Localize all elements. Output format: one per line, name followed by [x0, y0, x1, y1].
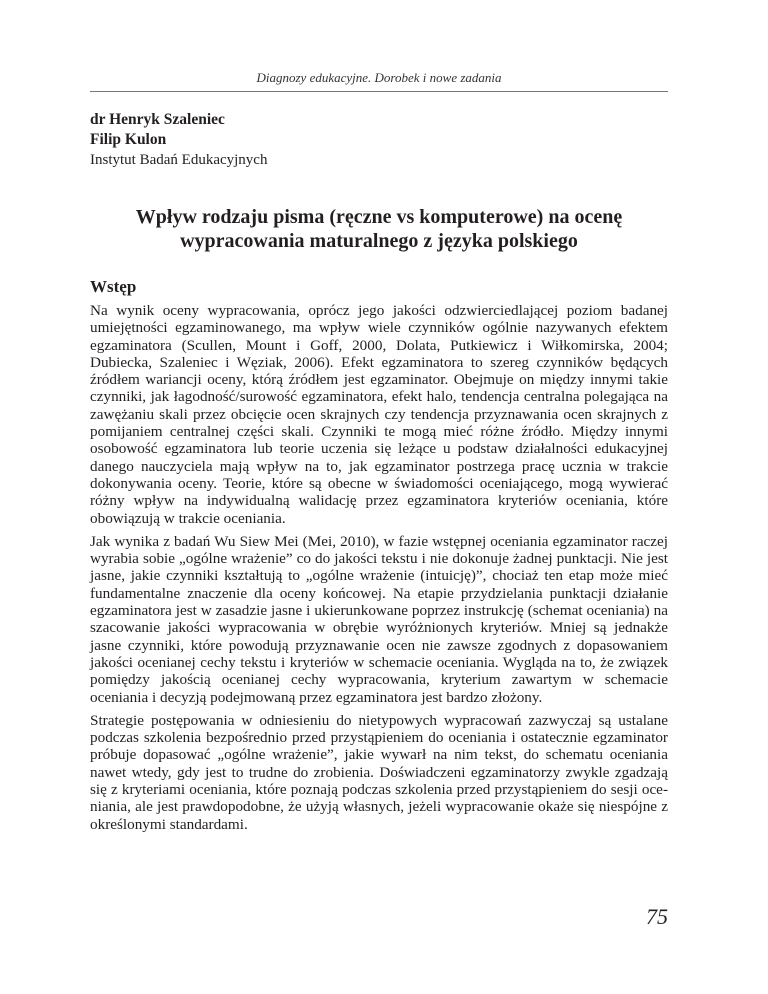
author-affiliation: Instytut Badań Edukacyjnych: [90, 152, 268, 168]
paragraph: Strategie postępowania w odniesieniu do nietypowych wypracowań zazwyczaj są ustalane podczas szkolenia bezpośrednio przed przystąpieniem do oceniania i ostatecznie egzaminator próbuje dopasować „ogólne wrażenie”, jakie wywarł na nim tekst, do schematu oceniania nawet wtedy, gdy jest to trudne do zrobienia. Doświadczeni egzaminatorzy zwykle zgadzają się z kryteriami oceniania, które poznają podczas szkolenia przed przystąpieniem do sesji oceniania, ale jest prawdopodobne, że użyją własnych, jeżeli wypracowanie okaże się niespójne z określonymi standardami.: [90, 711, 668, 833]
page-number: 75: [646, 904, 668, 929]
paragraph: Na wynik oceny wypracowania, oprócz jego jakości odzwierciedlającej poziom badanej umiejętności egzaminowanego, ma wpływ wiele czynników ogólnie nazywanych efektem egzaminatora (Scullen, Mount i Goff, 2000, Dolata, Putkiewicz i Wiłkomirska, 2004; Dubiecka, Szaleniec i Węziak, 2006). Efekt egzaminatora to szereg czynników będących źródłem wariancji oceny, którą źródłem jest egzaminator. Obejmuje on między innymi takie czynniki, jak łagodność/surowość egzaminatora, efekt halo, tendencja centralna polegająca na zawężaniu skali przez obcięcie ocen skrajnych czy tendencja przyznawania ocen skrajnych z pomijaniem centralnej części skali. Czynniki te mogą mieć różne źródło. Między innymi osobowość egzaminatora lub teorie uczenia się leżące u podstaw działalności edukacyjnej danego nauczyciela mają wpływ na to, jak egzaminator postrzega pracę ucznia w trakcie dokonywania oceny. Teorie, które są obecne w świadomości oceniającego, mogą wywierać różny wpływ na indywidualną walidację przez egzaminatora kryteriów oceniania, które obowiązują w trakcie oceniania.: [90, 302, 668, 527]
section-heading: Wstęp: [90, 277, 137, 296]
paragraph: Jak wynika z badań Wu Siew Mei (Mei, 2010), w fazie wstępnej oceniania egzaminator raczej wyrabia sobie „ogólne wrażenie” co do jakości tekstu i nie dokonuje żadnej punktacji. Nie jest jasne, jakie czynniki kształtują to „ogólne wrażenie (intuicję)”, chociaż ten etap może mieć fundamentalne znaczenie dla oceny końcowej. Na etapie przydzielania punktacji działanie egzaminatora jest w zasadzie jasne i ukierunkowane poprzez instrukcję (schemat oceniania) na szacowanie jakości wypracowania w obrębie wyróżnionych kryteriów. Mniej są jednakże jasne czynniki, które powodują przyznawanie ocen nie zawsze zgodnych z dopasowaniem jakości ocenianej cechy tekstu i kryteriów w schemacie oceniania. Wygląda na to, że związek pomiędzy jakością ocenianej cechy wypracowania, kryterium zawartym w schemacie oceniania i decyzją podejmowaną przez egzaminatora jest bardzo złożony.: [90, 532, 668, 706]
author-name: dr Henryk Szaleniec: [90, 111, 225, 128]
article-title: [90, 205, 668, 253]
author-name: Filip Kulon: [90, 131, 167, 148]
title-line: wypracowania maturalnego z języka polskiego: [180, 230, 578, 252]
title-line: Wpływ rodzaju pisma (ręczne vs komputerowe) na ocenę: [135, 206, 623, 228]
header-divider: [90, 91, 668, 92]
running-head: Diagnozy edukacyjne. Dorobek i nowe zadania: [256, 70, 502, 85]
body-text: [90, 302, 668, 839]
author-block: [90, 110, 267, 171]
